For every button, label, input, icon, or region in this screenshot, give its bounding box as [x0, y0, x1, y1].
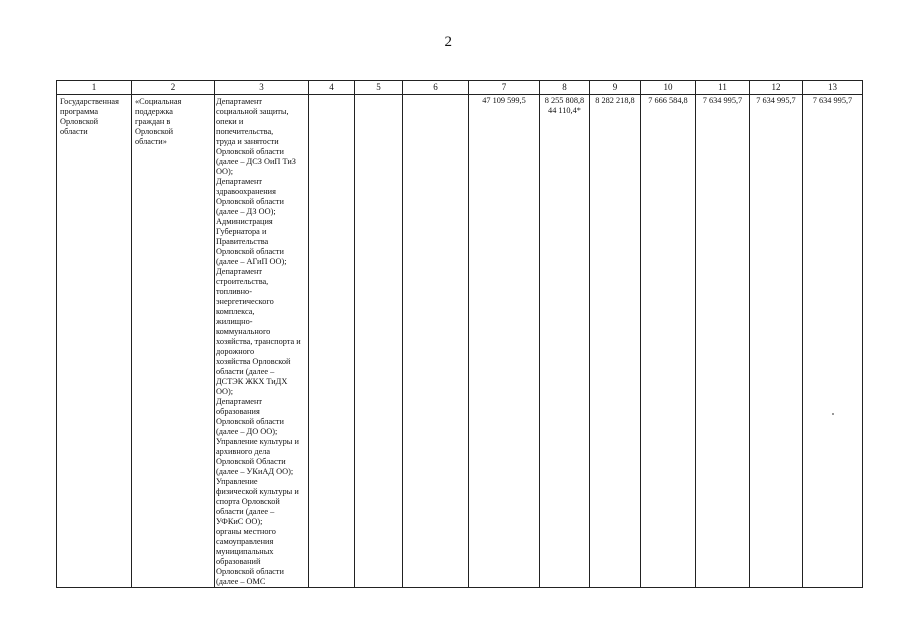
- responsible-executor-line: здравоохранения: [216, 187, 276, 196]
- program-name-cell: [132, 95, 215, 588]
- responsible-executor-line: хозяйства, транспорта и: [216, 337, 301, 346]
- responsible-executor-line: топливно-: [216, 287, 252, 296]
- value-col-9: 8 282 218,8: [595, 96, 635, 105]
- responsible-executor-line: жилищно-: [216, 317, 253, 326]
- program-type-text: Государственная программа Орловской области: [60, 97, 119, 136]
- empty-cell-5: [355, 95, 403, 588]
- responsible-executor-line: (далее – АГиП ОО);: [216, 257, 287, 266]
- column-header-11: 11: [696, 81, 750, 95]
- responsible-executor-line: Управление культуры и: [216, 437, 299, 446]
- responsible-executor-line: Орловской Области: [216, 457, 286, 466]
- responsible-executor-line: архивного дела: [216, 447, 271, 456]
- column-header-12: 12: [750, 81, 803, 95]
- column-number-row: [57, 81, 863, 95]
- value-col-5: [355, 95, 402, 96]
- responsible-executor-line: ДСТЭК ЖКХ ТиДХ: [216, 377, 288, 386]
- value-col-10: 7 666 584,8: [648, 96, 688, 105]
- responsible-executor-line: самоуправления: [216, 537, 274, 546]
- column-header-13: 13: [803, 81, 863, 95]
- column-header-10: 10: [641, 81, 696, 95]
- responsible-executor-line: опеки и: [216, 117, 244, 126]
- responsible-executors-cell: [215, 95, 309, 588]
- responsible-executor-line: спорта Орловской: [216, 497, 280, 506]
- column-header-5: 5: [355, 81, 403, 95]
- value-col-11: 7 634 995,7: [702, 96, 743, 105]
- year-cell-10: [641, 95, 696, 588]
- responsible-executor-line: энергетического: [216, 297, 274, 306]
- column-header-9: 9: [590, 81, 641, 95]
- responsible-executor-line: хозяйства Орловской: [216, 357, 291, 366]
- responsible-executor-line: социальной защиты,: [216, 107, 289, 116]
- responsible-executor-line: образования: [216, 407, 260, 416]
- value-col-12: 7 634 995,7: [756, 96, 796, 105]
- responsible-executor-line: (далее – ДЗ ОО);: [216, 207, 276, 216]
- column-header-7: 7: [469, 81, 540, 95]
- responsible-executor-line: (далее – ДО ОО);: [216, 427, 278, 436]
- responsible-executor-line: Орловской области: [216, 417, 284, 426]
- column-header-1: 1: [57, 81, 132, 95]
- column-header-3: 3: [215, 81, 309, 95]
- value-col-6: [403, 95, 468, 96]
- responsible-executor-line: Губернатора и: [216, 227, 267, 236]
- responsible-executor-line: муниципальных: [216, 547, 274, 556]
- responsible-executor-line: Орловской области: [216, 567, 284, 576]
- responsible-executor-line: Департамент: [216, 97, 263, 106]
- responsible-executor-line: (далее – ОМС: [216, 577, 266, 586]
- page-number: 2: [444, 34, 453, 50]
- year-cell-8: [540, 95, 590, 588]
- program-name-text: «Социальная поддержка граждан в Орловской области»: [135, 97, 182, 146]
- value-col-13: 7 634 995,7: [812, 96, 853, 105]
- responsible-executor-line: области (далее –: [216, 367, 275, 376]
- responsible-executor-line: УФКиС ОО);: [216, 517, 263, 526]
- value-col-8: 8 255 808,8: [544, 96, 585, 105]
- responsible-executor-line: ОО);: [216, 167, 234, 176]
- year-cell-9: [590, 95, 641, 588]
- responsible-executor-line: физической культуры и: [216, 487, 299, 496]
- column-header-4: 4: [309, 81, 355, 95]
- value-col-7: 47 109 599,5: [482, 96, 526, 105]
- empty-cell-6: [403, 95, 469, 588]
- responsible-executor-line: Департамент: [216, 177, 263, 186]
- budget-table: [56, 80, 863, 588]
- year-cell-11: [696, 95, 750, 588]
- responsible-executor-line: попечительства,: [216, 127, 274, 136]
- table-row: [57, 95, 863, 588]
- program-type-cell: [57, 95, 132, 588]
- responsible-executor-line: строительства,: [216, 277, 269, 286]
- column-header-8: 8: [540, 81, 590, 95]
- column-header-2: 2: [132, 81, 215, 95]
- responsible-executor-line: Орловской области: [216, 197, 284, 206]
- responsible-executor-line: Орловской области: [216, 247, 284, 256]
- total-cell: [469, 95, 540, 588]
- column-header-6: 6: [403, 81, 469, 95]
- year-cell-13: [803, 95, 863, 588]
- value-col-4: [309, 95, 354, 96]
- responsible-executor-line: труда и занятости: [216, 137, 279, 146]
- responsible-executors-list: [215, 95, 308, 587]
- responsible-executor-line: Департамент: [216, 397, 263, 406]
- responsible-executor-line: Управление: [216, 477, 258, 486]
- scan-speck: [832, 413, 834, 415]
- responsible-executor-line: комплекса,: [216, 307, 255, 316]
- responsible-executor-line: области (далее –: [216, 507, 275, 516]
- responsible-executor-line: Правительства: [216, 237, 269, 246]
- responsible-executor-line: коммунального: [216, 327, 271, 336]
- responsible-executor-line: Администрация: [216, 217, 273, 226]
- responsible-executor-line: (далее – УКиАД ОО);: [216, 467, 294, 476]
- responsible-executor-line: образований: [216, 557, 261, 566]
- responsible-executor-line: органы местного: [216, 527, 276, 536]
- responsible-executor-line: дорожного: [216, 347, 255, 356]
- responsible-executor-line: ОО);: [216, 387, 234, 396]
- empty-cell-4: [309, 95, 355, 588]
- responsible-executor-line: Орловской области: [216, 147, 284, 156]
- responsible-executor-line: Департамент: [216, 267, 263, 276]
- year-cell-12: [750, 95, 803, 588]
- responsible-executor-line: (далее – ДСЗ ОиП ТиЗ: [216, 157, 296, 166]
- value-col-8-extra: 44 110,4*: [548, 106, 581, 115]
